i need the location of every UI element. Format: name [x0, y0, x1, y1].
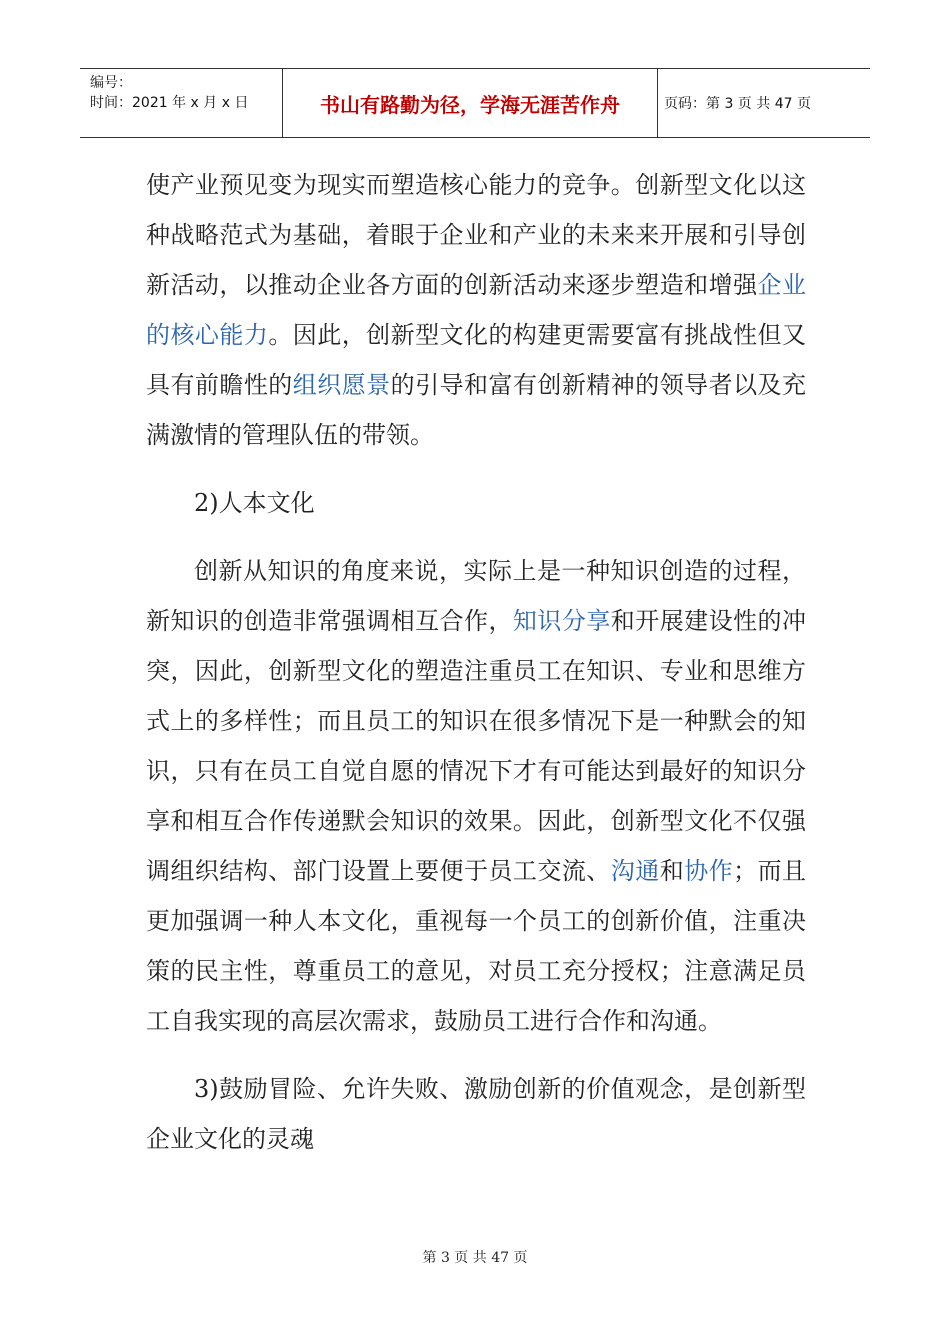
paragraph-text: ；而且更加强调一种人本文化，重视每一个员工的创新价值，注重决策的民主性，尊重员工的意见，对员工充分授权；注意满足员工自我实现的高层次需求，鼓励员工进行合作和沟通。 [146, 857, 807, 1035]
document-number-label: 编号： [90, 75, 132, 91]
document-body [146, 160, 806, 1164]
paragraph-2 [146, 546, 806, 1046]
header-page-info: 页码：第 3 页 共 47 页 [664, 96, 811, 112]
paragraph-text: 使产业预见变为现实而塑造核心能力的竞争。创新型文化以这种战略范式为基础，着眼于企业和产业的未来来开展和引导创新活动，以推动企业各方面的创新活动来逐步塑造和增强 [146, 171, 806, 299]
paragraph-text: 的引导和富有创新精神的领导者以及充满激情的管理队伍的带领。 [146, 371, 807, 449]
page-header [80, 68, 870, 138]
paragraph-text: 和开展建设性的冲突，因此，创新型文化的塑造注重员工在知识、专业和思维方式上的多样性；而且员工的知识在很多情况下是一种默会的知识，只有在员工自觉自愿的情况下才有可能达到最好的知识分享和相互合作传递默会知识的效果。因此，创新型文化不仅强调组织结构、部门设置上要便于员工交流、 [146, 607, 807, 885]
header-motto: 书山有路勤为径，学海无涯苦作舟 [283, 69, 658, 137]
link-collaboration[interactable]: 协作 [684, 857, 734, 885]
section-heading-encourage-risk: 3)鼓励冒险、允许失败、激励创新的价值观念，是创新型企业文化的灵魂 [146, 1075, 806, 1153]
page-footer: 第 3 页 共 47 页 [422, 1250, 528, 1266]
section-heading-humanistic-culture: 2)人本文化 [194, 489, 315, 517]
paragraph-text: 和 [659, 857, 685, 885]
paragraph-text: 创新从知识的角度来说，实际上是一种知识创造的过程，新知识的创造非常强调相互合作， [146, 557, 806, 635]
link-organization-vision[interactable]: 组织愿景 [292, 371, 391, 399]
paragraph-text: 。因此，创新型文化的构建更需要富有挑战性但又具有前瞻性的 [146, 321, 807, 399]
link-knowledge-sharing[interactable]: 知识分享 [512, 607, 611, 635]
paragraph-1 [146, 160, 806, 460]
header-meta [80, 69, 283, 137]
link-core-competence[interactable]: 企业的核心能力 [146, 271, 807, 349]
link-communication[interactable]: 沟通 [610, 857, 660, 885]
document-time-label: 时间：2021 年 x 月 x 日 [90, 95, 249, 111]
